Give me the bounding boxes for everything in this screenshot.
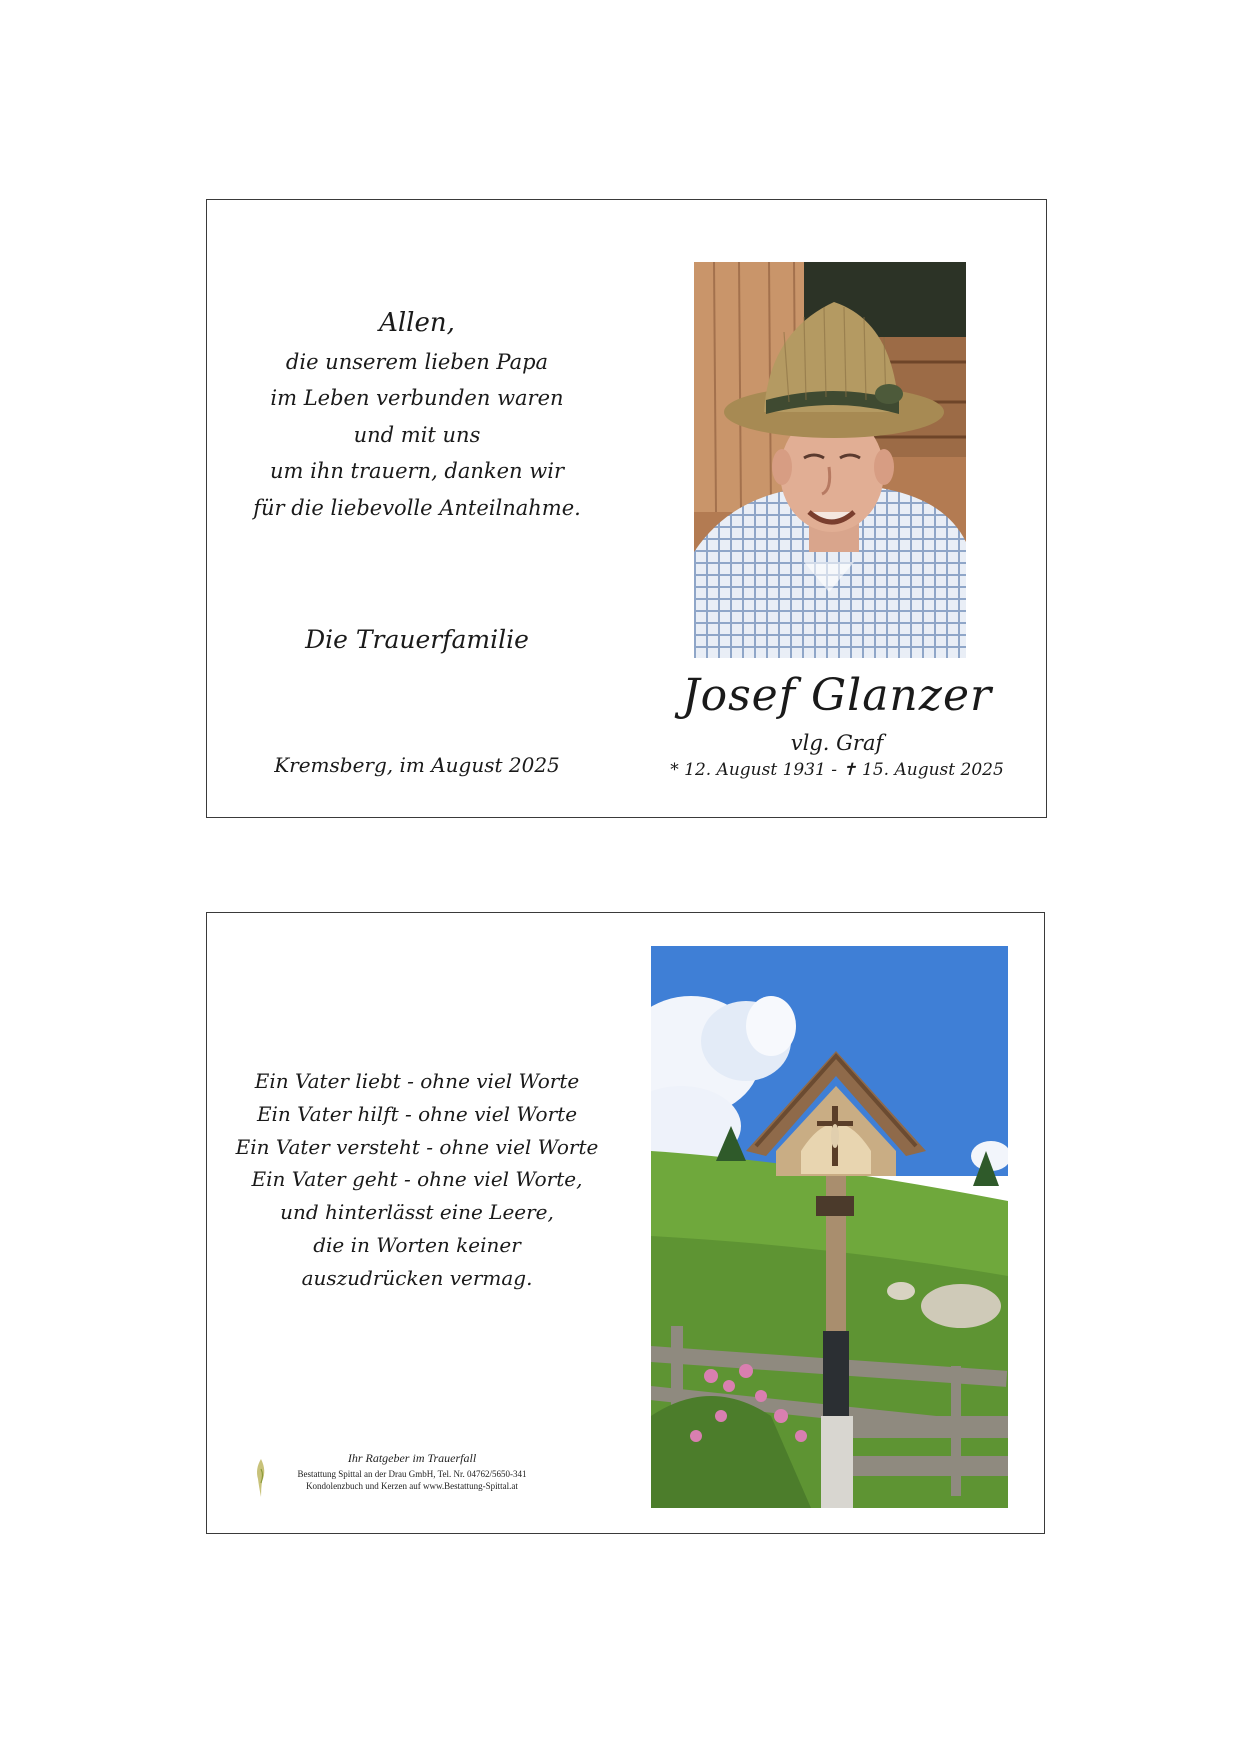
footer-services: Kondolenzbuch und Kerzen auf www.Bestattung-Spittal.at	[306, 1481, 518, 1491]
poem-line: Ein Vater versteht - ohne viel Worte	[235, 1134, 599, 1159]
thanks-line: im Leben verbunden waren	[270, 386, 564, 410]
poem-text	[207, 1065, 627, 1295]
thanks-line: Allen,	[379, 308, 455, 338]
memorial-card-front	[206, 199, 1047, 818]
wayside-cross-photo	[651, 946, 1008, 1508]
portrait-photo	[694, 262, 966, 658]
memorial-card-back	[206, 912, 1045, 1534]
candle-leaf-logo	[253, 1459, 269, 1497]
poem-line: die in Worten keiner	[313, 1232, 521, 1257]
footer-slogan: Ihr Ratgeber im Trauerfall	[347, 1451, 477, 1465]
life-dates: * 12. August 1931 - ✝ 15. August 2025	[670, 760, 1004, 780]
funeral-home-footer	[277, 1451, 547, 1492]
thanks-line: die unserem lieben Papa	[285, 349, 549, 374]
poem-line: Ein Vater geht - ohne viel Worte,	[251, 1167, 583, 1192]
poem-line: auszudrücken vermag.	[301, 1265, 533, 1290]
thanks-text	[217, 305, 617, 526]
thanks-line: für die liebevolle Anteilnahme.	[253, 495, 581, 520]
footer-company: Bestattung Spittal an der Drau GmbH, Tel. Nr. 04762/5650-341	[297, 1469, 527, 1479]
poem-line: und hinterlässt eine Leere,	[280, 1200, 554, 1225]
place-date: Kremsberg, im August 2025	[274, 753, 560, 777]
thanks-line: und mit uns	[353, 422, 481, 447]
deceased-name: Josef Glanzer	[681, 670, 993, 721]
thanks-line: um ihn trauern, danken wir	[270, 459, 564, 483]
vulgo-name: vlg. Graf	[790, 731, 884, 755]
poem-line: Ein Vater liebt - ohne viel Worte	[254, 1069, 580, 1093]
poem-line: Ein Vater hilft - ohne viel Worte	[256, 1101, 578, 1126]
family-signature: Die Trauerfamilie	[305, 625, 529, 654]
